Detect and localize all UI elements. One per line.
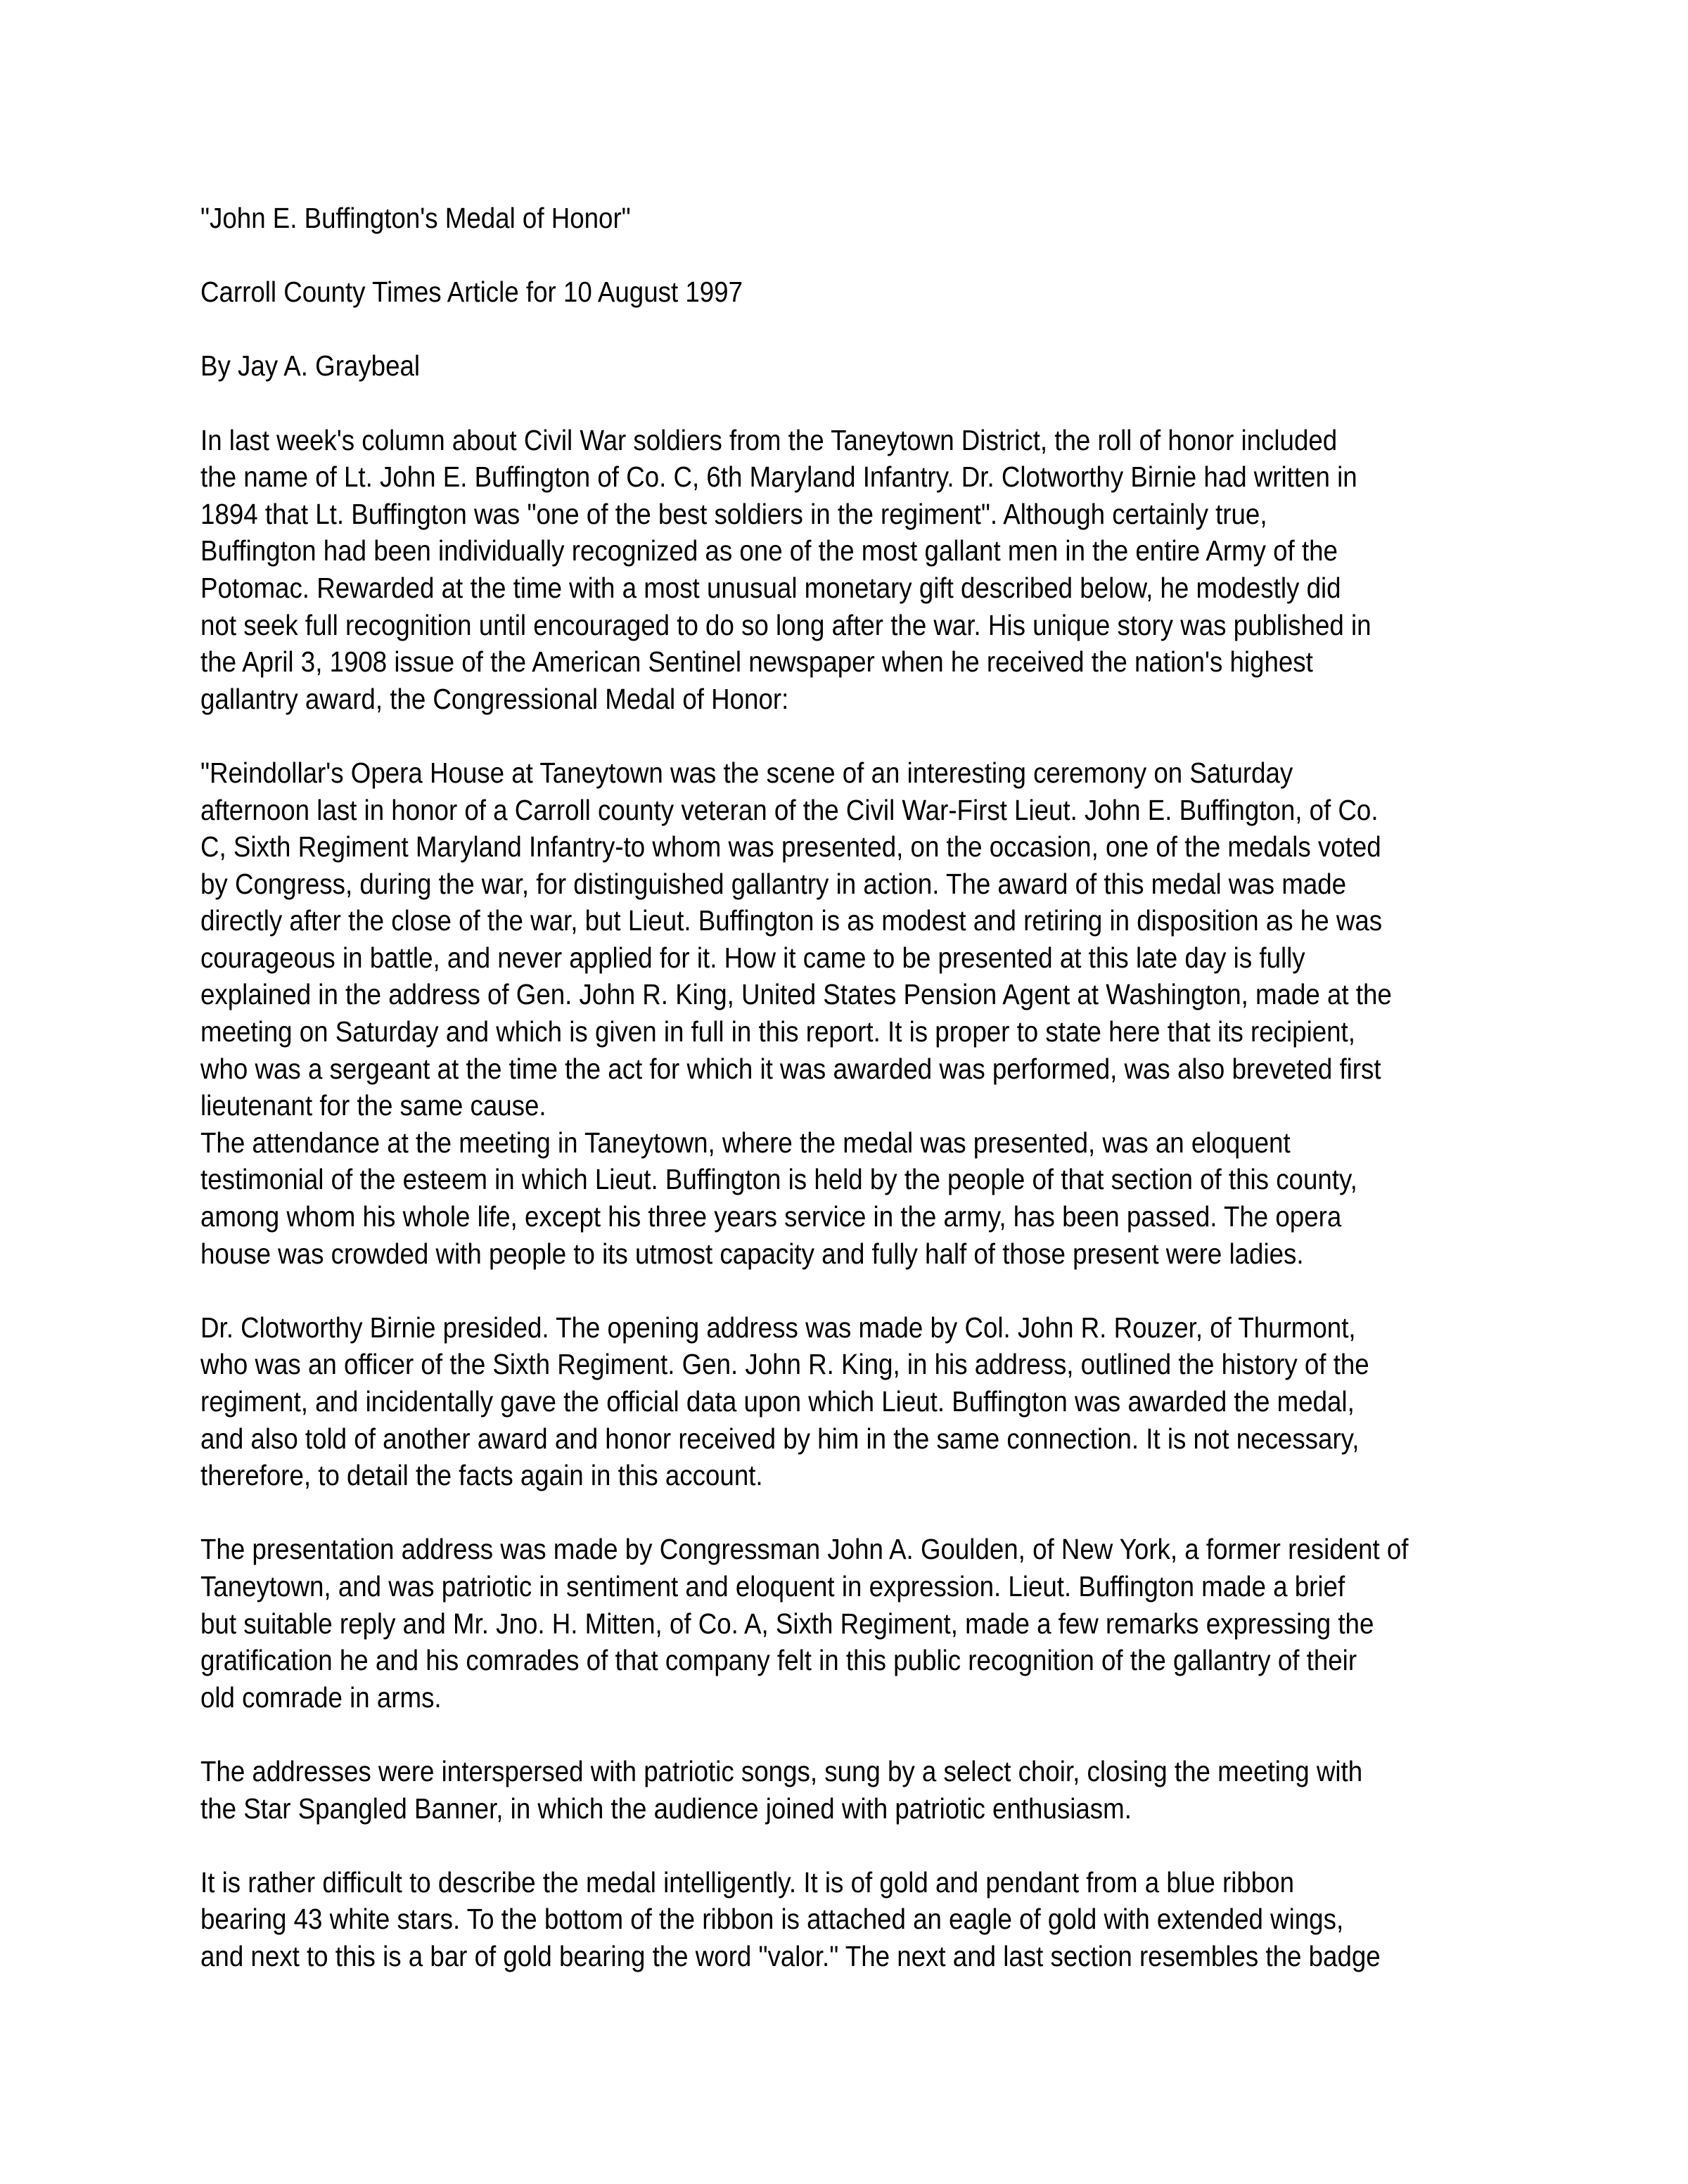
text-line: lieutenant for the same cause.: [200, 1089, 546, 1122]
article-title: "John E. Buffington's Medal of Honor": [200, 202, 631, 234]
publication-line: Carroll County Times Article for 10 August 1997: [200, 276, 743, 309]
text-line: the April 3, 1908 issue of the American Sentinel newspaper when he received the nation's highest: [200, 645, 1313, 679]
blank-line: [200, 311, 1509, 348]
text-line: the name of Lt. John E. Buffington of Co. C, 6th Maryland Infantry. Dr. Clotworthy Birnie had written in: [200, 461, 1357, 494]
text-line: courageous in battle, and never applied for it. How it came to be presented at this late day is fully: [200, 941, 1305, 974]
blank-line: [200, 237, 1509, 274]
text-line: gratification he and his comrades of that company felt in this public recognition of the gallantry of their: [200, 1644, 1357, 1677]
text-line: among whom his whole life, except his three years service in the army, has been passed. The opera: [200, 1200, 1342, 1233]
paragraph-songs: [200, 1753, 1509, 1827]
text-line: The presentation address was made by Congressman John A. Goulden, of New York, a former resident of: [200, 1533, 1409, 1566]
text-line: Taneytown, and was patriotic in sentiment and eloquent in expression. Lieut. Buffington made a brief: [200, 1569, 1345, 1602]
paragraph-presentation: [200, 1531, 1509, 1716]
text-line: It is rather difficult to describe the medal intelligently. It is of gold and pendant from a blue ribbon: [200, 1865, 1294, 1899]
text-line: by Congress, during the war, for distinguished gallantry in action. The award of this medal was made: [200, 867, 1347, 900]
paragraph-quote-ceremony: [200, 754, 1509, 1124]
text-line: old comrade in arms.: [200, 1681, 442, 1714]
blank-line: [200, 1827, 1509, 1864]
text-line: The addresses were interspersed with patriotic songs, sung by a select choir, closing the meeting with: [200, 1754, 1363, 1787]
article-body: [200, 200, 1509, 1975]
text-line: explained in the address of Gen. John R. King, United States Pension Agent at Washington, made at the: [200, 978, 1392, 1011]
text-line: and also told of another award and honor received by him in the same connection. It is not necessary,: [200, 1422, 1360, 1455]
text-line: "Reindollar's Opera House at Taneytown was the scene of an interesting ceremony on Saturday: [200, 756, 1293, 789]
text-line: Buffington had been individually recognized as one of the most gallant men in the entire Army of the: [200, 534, 1338, 567]
text-line: not seek full recognition until encouraged to do so long after the war. His unique story was published in: [200, 608, 1372, 641]
paragraph-intro: [200, 422, 1509, 718]
blank-line: [200, 717, 1509, 754]
text-line: therefore, to detail the facts again in this account.: [200, 1459, 763, 1492]
paragraph-attendance: [200, 1124, 1509, 1272]
text-line: testimonial of the esteem in which Lieut. Buffington is held by the people of that section of this county,: [200, 1163, 1357, 1196]
paragraph-presided: [200, 1309, 1509, 1494]
text-line: house was crowded with people to its utmost capacity and fully half of those present were ladies.: [200, 1237, 1304, 1270]
text-line: gallantry award, the Congressional Medal of Honor:: [200, 682, 789, 715]
text-line: In last week's column about Civil War soldiers from the Taneytown District, the roll of honor included: [200, 423, 1338, 456]
text-line: and next to this is a bar of gold bearing the word "valor." The next and last section resembles the badge: [200, 1939, 1381, 1972]
text-line: who was an officer of the Sixth Regiment. Gen. John R. King, in his address, outlined the history of the: [200, 1348, 1369, 1381]
text-line: 1894 that Lt. Buffington was "one of the best soldiers in the regiment". Although certainly true,: [200, 497, 1267, 530]
text-line: meeting on Saturday and which is given in full in this report. It is proper to state here that its recipient,: [200, 1015, 1355, 1048]
text-line: the Star Spangled Banner, in which the audience joined with patriotic enthusiasm.: [200, 1792, 1132, 1825]
blank-line: [200, 1716, 1509, 1753]
text-line: afternoon last in honor of a Carroll county veteran of the Civil War-First Lieut. John E. Buffington, of Co.: [200, 793, 1379, 826]
byline: By Jay A. Graybeal: [200, 349, 421, 383]
blank-line: [200, 1494, 1509, 1531]
text-line: The attendance at the meeting in Taneytown, where the medal was presented, was an eloquent: [200, 1126, 1291, 1159]
text-line: directly after the close of the war, but Lieut. Buffington is as modest and retiring in disposition as he was: [200, 904, 1383, 937]
text-line: but suitable reply and Mr. Jno. H. Mitten, of Co. A, Sixth Regiment, made a few remarks expressing the: [200, 1607, 1374, 1640]
text-line: Dr. Clotworthy Birnie presided. The opening address was made by Col. John R. Rouzer, of Thurmont,: [200, 1311, 1356, 1344]
text-line: Potomac. Rewarded at the time with a most unusual monetary gift described below, he modestly did: [200, 571, 1341, 604]
blank-line: [200, 1272, 1509, 1309]
text-line: C, Sixth Regiment Maryland Infantry-to whom was presented, on the occasion, one of the medals voted: [200, 830, 1381, 863]
text-line: bearing 43 white stars. To the bottom of the ribbon is attached an eagle of gold with extended wings,: [200, 1903, 1344, 1936]
blank-line: [200, 385, 1509, 422]
text-line: regiment, and incidentally gave the official data upon which Lieut. Buffington was awarded the medal,: [200, 1385, 1355, 1418]
text-line: who was a sergeant at the time the act for which it was awarded was performed, was also breveted first: [200, 1052, 1381, 1085]
paragraph-medal-description: [200, 1864, 1509, 1975]
